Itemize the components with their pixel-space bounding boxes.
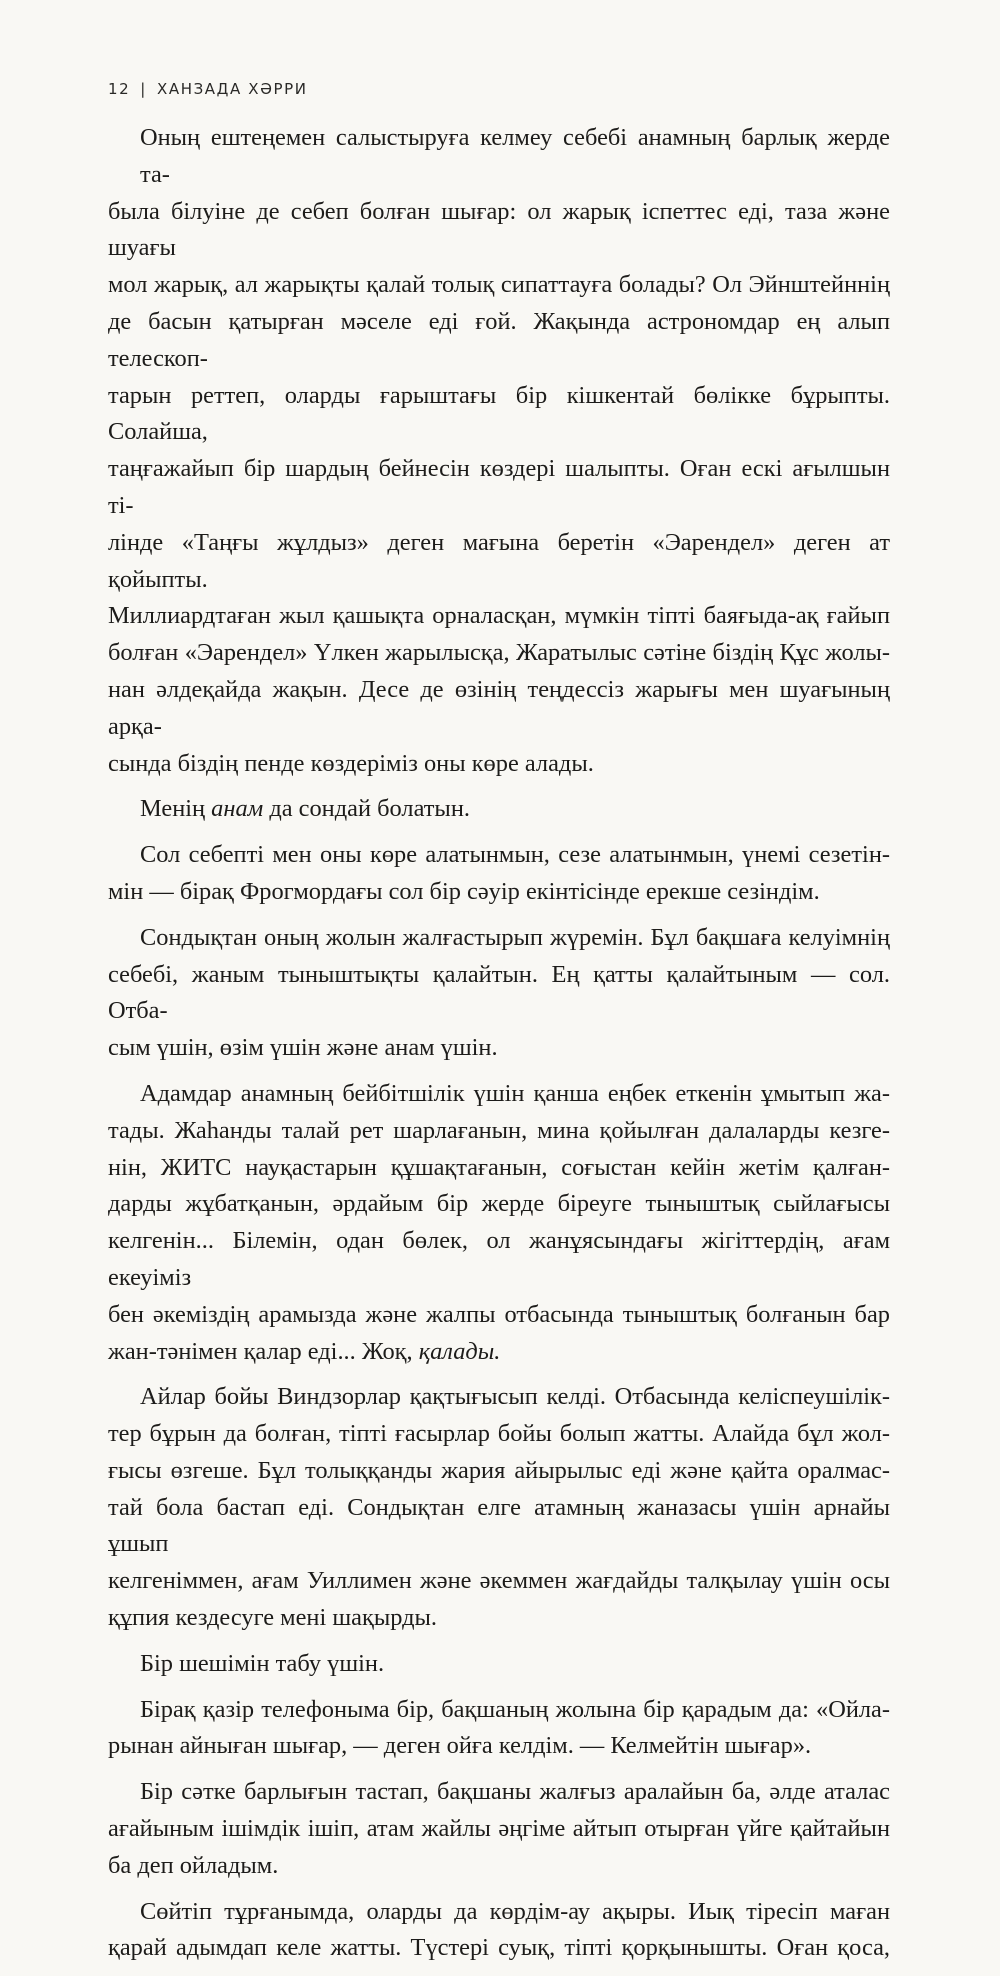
- header-separator: |: [140, 80, 147, 98]
- text-line: Айлар бойы Виндзорлар қақтығысып келді. Отбасында келіспеушілік-: [140, 1383, 890, 1411]
- text-line: дарды жұбатқанын, әрдайым бір жерде біреуге тыныштық сыйлағысы: [108, 1190, 890, 1218]
- text-line: Бір шешімін табу үшін.: [140, 1649, 385, 1677]
- text-line: Бірақ қазір телефоныма бір, бақшаның жолына бір қарадым да: «Ойла-: [140, 1695, 890, 1723]
- text-line: келгенін... Білемін, одан бөлек, ол жанұясындағы жігіттердің, ағам екеуіміз: [108, 1227, 890, 1291]
- text-line: лінде «Таңғы жұлдыз» деген мағына беретін «Эарендел» деген ат қойыпты.: [108, 528, 890, 593]
- text-line: Менің анам да сондай болатын.: [140, 795, 470, 823]
- paragraph: [108, 120, 890, 782]
- text-line: сында біздің пенде көздеріміз оны көре алады.: [108, 749, 594, 777]
- text-line: Адамдар анамның бейбітшілік үшін қанша еңбек еткенін ұмытып жа-: [140, 1079, 890, 1107]
- text-line: тарын реттеп, оларды ғарыштағы бір кішкентай бөлікке бұрыпты. Солайша,: [108, 381, 890, 446]
- text-line: рынан айныған шығар, — деген ойға келдім. — Келмейтін шығар».: [108, 1732, 812, 1760]
- paragraph: [108, 1774, 890, 1884]
- text-line: мін — бірақ Фрогмордағы сол бір сәуір екінтісінде ерекше сезіндім.: [108, 877, 820, 905]
- body-text: [108, 120, 890, 1976]
- paragraph: [108, 920, 890, 1067]
- paragraph: [108, 791, 890, 828]
- text-line: ба деп ойладым.: [108, 1851, 279, 1879]
- emphasis: анам: [211, 795, 264, 823]
- text-line: Бір сәтке барлығын тастап, бақшаны жалғыз аралайын ба, әлде аталас: [140, 1778, 890, 1806]
- text-line: жан-тәнімен қалар еді... Жоқ, қалады.: [108, 1337, 501, 1365]
- text-line: тер бұрын да болған, тіпті ғасырлар бойы болып жатты. Алайда бұл жол-: [108, 1420, 890, 1448]
- paragraph: [108, 1894, 890, 1968]
- text-line: болған «Эарендел» Үлкен жарылысқа, Жаратылыс сәтіне біздің Құс жолы-: [108, 639, 890, 667]
- text-line: тады. Жаһанды талай рет шарлағанын, мина қойылған далаларды кезге-: [108, 1116, 890, 1144]
- text-line: таңғажайып бір шардың бейнесін көздері шалыпты. Оған ескі ағылшын ті-: [108, 455, 890, 519]
- text-line: тай бола бастап еді. Сондықтан елге атамның жаназасы үшін арнайы ұшып: [108, 1493, 890, 1558]
- book-title: ХАНЗАДА ХӘРРИ: [156, 80, 308, 98]
- paragraph: [108, 837, 890, 911]
- text-line: была білуіне де себеп болған шығар: ол жарық іспеттес еді, таза және шуағы: [108, 197, 890, 262]
- text-line: ғысы өзгеше. Бұл толыққанды жария айырылыс еді және қайта оралмас-: [108, 1456, 890, 1484]
- text-line: келгеніммен, ағам Уиллимен және әкеммен жағдайды талқылау үшін осы: [108, 1567, 890, 1595]
- emphasis: қалады.: [418, 1337, 501, 1365]
- text-line: Оның ештеңемен салыстыруға келмеу себебі анамның барлық жерде та-: [140, 124, 890, 188]
- text-line: Сол себепті мен оны көре алатынмын, сезе алатынмын, үнемі сезетін-: [140, 841, 890, 869]
- text-line: нан әлдеқайда жақын. Десе де өзінің теңдессіз жарығы мен шуағының арқа-: [108, 675, 890, 740]
- paragraph: [108, 1646, 890, 1683]
- text-line: Сөйтіп тұрғанымда, оларды да көрдім-ау ақыры. Иық тіресіп маған: [140, 1897, 890, 1925]
- text-line: себебі, жаным тыныштықты қалайтын. Ең қатты қалайтыным — сол. Отба-: [108, 960, 890, 1025]
- running-header: [108, 80, 308, 98]
- text-line: сым үшін, өзім үшін және анам үшін.: [108, 1034, 498, 1062]
- page-number: 12: [108, 80, 131, 98]
- text-line: нін, ЖИТС науқастарын құшақтағанын, соғыстан кейін жетім қалған-: [108, 1153, 890, 1181]
- text-line: қарай адымдап келе жатты. Түстері суық, тіпті қорқынышты. Оған қоса,: [108, 1934, 890, 1962]
- text-line: бен әкеміздің арамызда және жалпы отбасында тыныштық болғанын бар: [108, 1300, 890, 1328]
- text-line: Сондықтан оның жолын жалғастырып жүремін. Бұл бақшаға келуімнің: [140, 923, 890, 951]
- paragraph: [108, 1692, 890, 1766]
- text-line: құпия кездесуге мені шақырды.: [108, 1604, 437, 1632]
- text-line: де басын қатырған мәселе еді ғой. Жақында астрономдар ең алып телескоп-: [108, 307, 890, 372]
- paragraph: [108, 1379, 890, 1637]
- text-line: мол жарық, ал жарықты қалай толық сипаттауға болады? Ол Эйнштейннің: [108, 271, 890, 299]
- text-line: ағайыным ішімдік ішіп, атам жайлы әңгіме айтып отырған үйге қайтайын: [108, 1815, 890, 1843]
- paragraph: [108, 1076, 890, 1370]
- text-line: Миллиардтаған жыл қашықта орналасқан, мүмкін тіпті баяғыда-ақ ғайып: [108, 602, 890, 630]
